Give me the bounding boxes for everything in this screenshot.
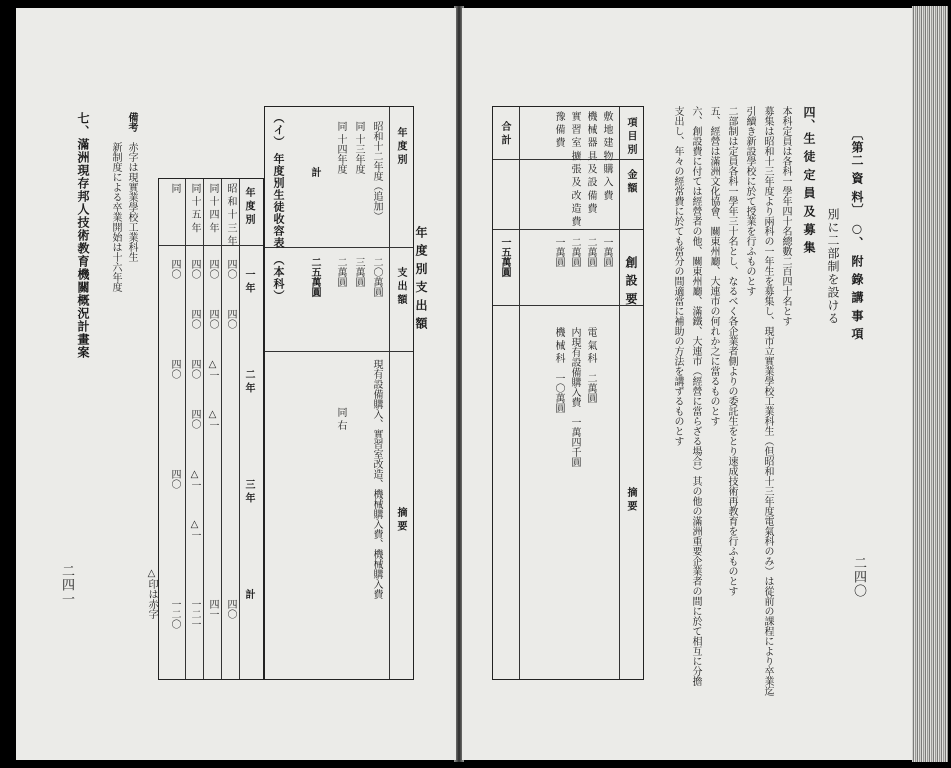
students-title: （イ） 年度別生徒收容表 （本科） (272, 112, 285, 302)
expense-table (264, 106, 414, 680)
students-group: 三 年 (243, 479, 254, 503)
paragraph: 支出し、年々の經常費に於ても當分の間適當に補助の方法を講ずるものとす (672, 106, 683, 446)
students-cell: 四〇 (225, 599, 236, 619)
row-summary: 電 氣 科 二萬圓 (585, 327, 596, 404)
row-amount: 一萬圓 (601, 237, 612, 267)
total-amount: 一五萬圓 (499, 237, 510, 277)
expense-row-year: 同 十三年度 (353, 121, 364, 175)
footnote-marker: △印は赤字 (146, 568, 157, 619)
expense-total-amount: 二五萬圓 (309, 257, 320, 297)
students-cell: △一 (189, 469, 200, 490)
students-cell: 四〇 (189, 259, 200, 279)
section-title: 四、生 徒 定 員 及 募 集 (802, 106, 816, 255)
row-item: 豫 備 費 (553, 111, 564, 148)
remark-line: 新制度による卒業開始は十六年度 (110, 142, 121, 292)
students-row-year: 昭 和 十 三 年 (225, 183, 236, 246)
page-number: 二四〇 (851, 556, 866, 598)
students-row-year: 同 (169, 183, 180, 193)
students-group: 二 年 (243, 369, 254, 393)
expense-row-year: 同 十四年度 (335, 121, 346, 175)
students-cell: 四〇 (207, 309, 218, 329)
students-cell: 四〇 (225, 309, 236, 329)
students-cell: 四〇 (207, 259, 218, 279)
table-title: 創 設 要 (624, 256, 638, 306)
page-edges (912, 6, 948, 762)
section-seven: 七、滿洲現存邦人技術教育機關概況計畫案 (76, 112, 90, 359)
col-header-summary: 摘 要 (395, 507, 406, 531)
remark-label: 備考 (126, 112, 137, 132)
row-amount: 一萬圓 (553, 237, 564, 267)
students-cell: △一 (207, 359, 218, 380)
students-cell: 四一 (207, 599, 218, 619)
expense-row-amount: 三萬圓 (353, 257, 364, 287)
expense-title: 年 度 別 支 出 額 (414, 226, 428, 330)
students-year-header: 年 度 別 (243, 187, 254, 224)
expense-row-amount: 二萬圓 (335, 257, 346, 287)
students-cell: 四〇 (189, 359, 200, 379)
students-group: 計 (243, 589, 254, 599)
paragraph: 二部制は定員各科一學年三十名とし、なるべく各企業者側よりの委託生をとり速成技術再教育を行ふものとす (726, 106, 737, 596)
students-cell: △一 (207, 409, 218, 430)
row-item: 實 習 室 擴 張 及 改 造 費 (569, 111, 580, 227)
col-header-year: 年 度 別 (395, 127, 406, 164)
expense-row-summary: 同 右 (335, 407, 346, 431)
students-table (158, 178, 264, 680)
col-header-item: 項 目 別 (625, 117, 636, 154)
students-cell: 四〇 (169, 259, 180, 279)
page-number: 二四一 (59, 564, 74, 606)
expense-row-summary: 現有設備購入、實習室改造、機械購入費、機械購入費 (371, 359, 382, 599)
paragraph: 引續き新設學校に於て授業を行ふものとす (744, 106, 755, 296)
expense-row-amount: 二〇萬圓 (371, 257, 382, 297)
running-header: 〔第二 資 料〕 ○、 附 錄 講 事 項 (850, 128, 864, 341)
paragraph: 五、經營は滿洲文化協會、關東州廳、大連市の何れか之に當るものとす (708, 106, 719, 426)
col-header-summary: 摘 要 (625, 487, 636, 511)
row-summary: 内現有設備購入費 一萬四千圓 (569, 327, 580, 467)
expense-row-year: 昭和十二年度（追加） (371, 121, 382, 221)
row-item: 敷 地 建 物 購 入 費 (601, 111, 612, 201)
col-header-amount: 支 出 額 (395, 267, 406, 304)
remark-line: 赤字は現實業學校工業科生 (126, 142, 137, 262)
students-cell: △一 (189, 519, 200, 540)
students-group: 一 年 (243, 269, 254, 293)
expense-total-label: 計 (309, 167, 320, 177)
total-label: 合 計 (499, 121, 510, 145)
row-amount: 二萬圓 (569, 237, 580, 267)
students-cell: 一二一 (189, 599, 200, 629)
students-row-year: 同 十 五 年 (189, 183, 200, 233)
paragraph: 募集は昭和十三年度より兩科の一年生を募集し、現市立實業學校工業科生（但昭和十三年度電氣科のみ）は從前の課程により卒業迄 (762, 106, 773, 696)
students-cell: 四〇 (225, 259, 236, 279)
students-cell: 一二〇 (169, 599, 180, 629)
row-item: 機 械 器 具 及 設 備 費 (585, 111, 596, 214)
students-cell: 四〇 (169, 359, 180, 379)
col-header-amount: 金 額 (625, 169, 636, 193)
students-cell: 四〇 (169, 469, 180, 489)
students-row-year: 同 十 四 年 (207, 183, 218, 233)
row-summary: 機 械 科 一〇萬圓 (553, 327, 564, 414)
sub-note: 別に二部制を設ける (826, 208, 840, 325)
row-amount: 二萬圓 (585, 237, 596, 267)
left-page (16, 8, 456, 760)
students-cell: 四〇 (189, 409, 200, 429)
right-page (462, 8, 912, 760)
paragraph: 本科定員は各科一學年四十名總數二百四十名とす (780, 106, 791, 326)
creation-cost-table (492, 106, 644, 680)
paragraph: 六、創設費に付ては經營者の他、關東州廳、滿鐵、大連市（經營に當らざる場合）其の他の滿洲重要企業者の間に於て相互に分擔 (690, 106, 701, 686)
students-cell: 四〇 (189, 309, 200, 329)
